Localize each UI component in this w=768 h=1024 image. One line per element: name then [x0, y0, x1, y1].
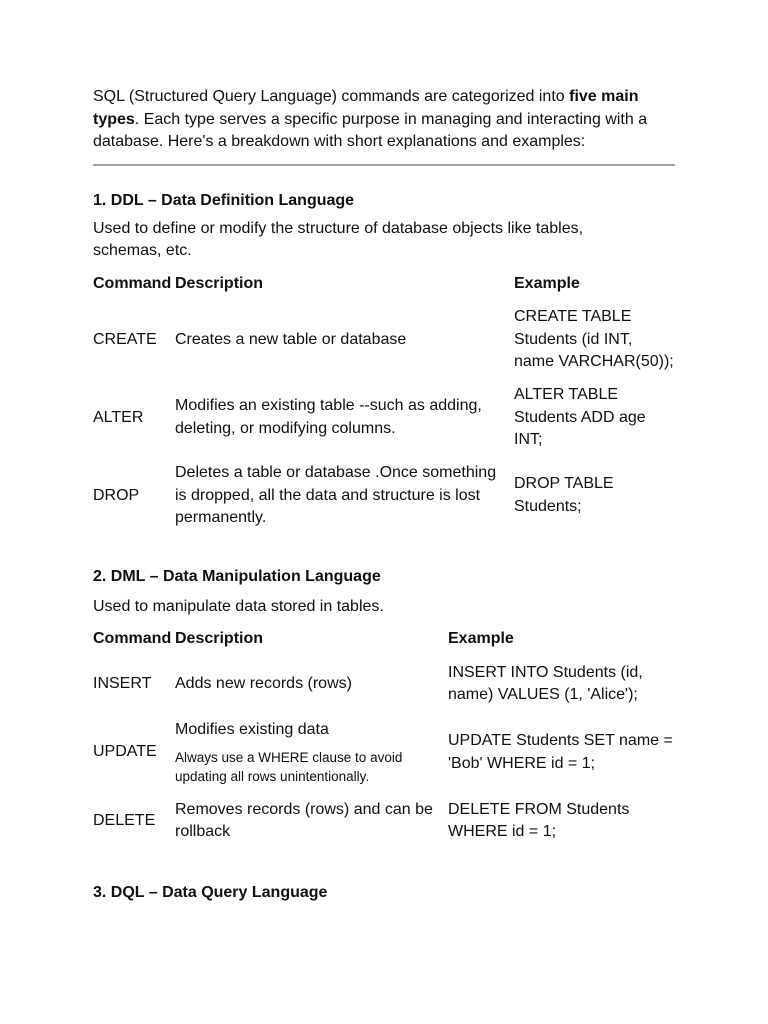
table-row	[93, 718, 675, 788]
intro-text-part2: . Each type serves a specific purpose in managing and interacting with a database. Here's a breakdown with short explanations and examples:	[93, 110, 648, 150]
dml-col-description: Description	[175, 630, 264, 647]
note-text: Always use a WHERE clause to avoid updating all rows unintentionally.	[175, 750, 403, 785]
table-row	[93, 384, 675, 452]
description-cell	[175, 718, 448, 788]
example-cell: INSERT INTO Students (id, name) VALUES (1, 'Alice');	[448, 663, 643, 703]
description-cell: Deletes a table or database .Once something is dropped, all the data and structure is lost permanently.	[175, 464, 497, 526]
table-row	[93, 662, 675, 707]
example-cell: ALTER TABLE Students ADD age INT;	[514, 386, 646, 448]
ddl-heading: 1. DDL – Data Definition Language	[93, 191, 355, 209]
ddl-col-command: Command	[93, 274, 172, 292]
description-cell: Creates a new table or database	[175, 330, 407, 348]
example-cell: UPDATE Students SET name = 'Bob' WHERE id = 1;	[448, 732, 673, 772]
example-cell: DROP TABLE Students;	[514, 475, 614, 515]
command-cell: CREATE	[93, 330, 157, 348]
table-row	[93, 799, 675, 844]
command-cell: UPDATE	[93, 743, 157, 761]
dml-col-command: Command	[93, 630, 172, 647]
example-cell: CREATE TABLE Students (id INT, name VARCHAR(50));	[514, 308, 674, 370]
description-cell: Modifies an existing table --such as adding, deleting, or modifying columns.	[175, 397, 482, 437]
table-row	[93, 306, 675, 374]
ddl-col-example: Example	[514, 274, 580, 292]
command-cell: ALTER	[93, 408, 144, 426]
document-page	[93, 86, 675, 902]
description-text: Modifies existing data	[175, 720, 329, 738]
command-cell: DROP	[93, 486, 140, 504]
horizontal-divider	[93, 164, 675, 166]
dml-description: Used to manipulate data stored in tables.	[93, 597, 384, 615]
example-cell: DELETE FROM Students WHERE id = 1;	[448, 800, 630, 840]
ddl-header-row	[93, 273, 675, 296]
ddl-col-description: Description	[175, 274, 264, 292]
command-cell: INSERT	[93, 674, 152, 692]
dml-header-row	[93, 628, 675, 651]
ddl-description: Used to define or modify the structure of database objects like tables, schemas, etc.	[93, 219, 584, 259]
command-cell: DELETE	[93, 811, 156, 829]
dml-col-example: Example	[448, 630, 514, 647]
intro-text-part1: SQL (Structured Query Language) commands are categorized into	[93, 88, 570, 105]
dml-heading: 2. DML – Data Manipulation Language	[93, 567, 381, 585]
dml-table	[93, 628, 675, 844]
intro-paragraph	[93, 86, 675, 154]
description-cell: Adds new records (rows)	[175, 674, 352, 692]
table-row	[93, 462, 675, 530]
dql-heading: 3. DQL – Data Query Language	[93, 883, 328, 901]
intro-bold-text: five main types	[93, 88, 639, 128]
description-cell: Removes records (rows) and can be rollback	[175, 800, 433, 840]
ddl-table	[93, 273, 675, 530]
